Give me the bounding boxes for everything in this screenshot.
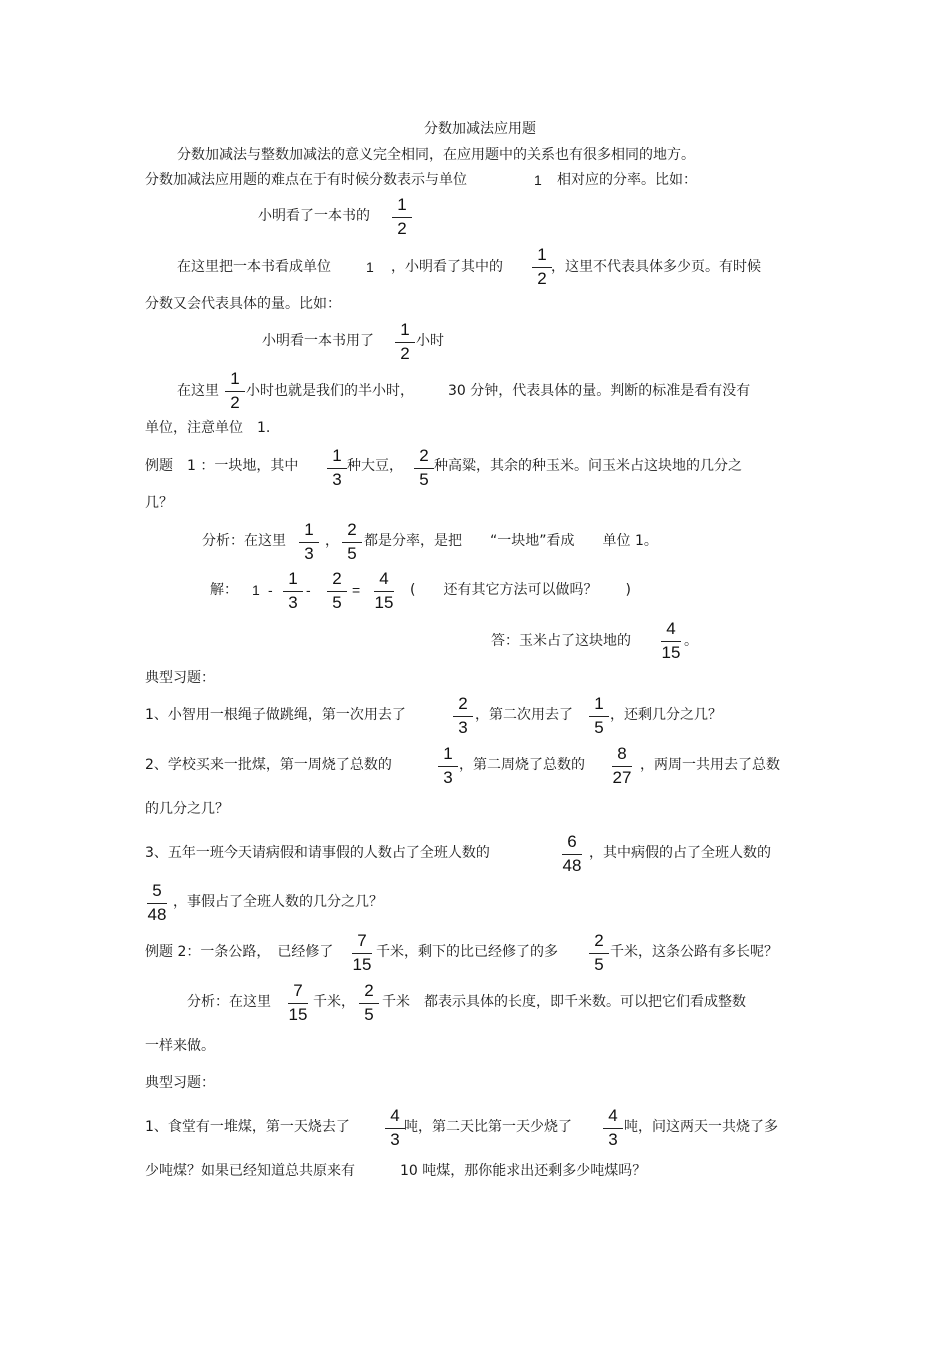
fraction bbox=[345, 931, 379, 975]
fraction-numerator: 1 bbox=[230, 369, 240, 388]
fraction-denominator: 3 bbox=[288, 593, 298, 612]
fraction-numerator: 7 bbox=[357, 931, 367, 950]
analysis-1-comma: ， bbox=[325, 533, 339, 549]
exercise-2-a: 2、学校买来一批煤，第一周烧了总数的 bbox=[145, 757, 392, 773]
fraction-bar bbox=[562, 854, 582, 855]
fraction-numerator: 1 bbox=[594, 694, 604, 713]
exercise-1-c: ，还剩几分之几？ bbox=[610, 707, 722, 723]
answer-end: 。 bbox=[684, 633, 698, 649]
fraction-numerator: 7 bbox=[293, 981, 303, 1000]
analysis-2-b: 千米， bbox=[313, 994, 355, 1010]
analysis-1-a: 分析：在这里 bbox=[202, 533, 286, 549]
analysis-1-b: 都是分率，是把 “一块地”看成 单位 1。 bbox=[364, 533, 658, 549]
explain-b-p2: 小时也就是我们的半小时， bbox=[246, 383, 414, 399]
fraction-numerator: 2 bbox=[364, 981, 374, 1000]
exercise-1-a: 1、小智用一根绳子做跳绳，第一次用去了 bbox=[145, 707, 406, 723]
intro-line-2a: 分数加减法应用题的难点在于有时候分数表示与单位 bbox=[145, 172, 467, 188]
fraction-numerator: 2 bbox=[347, 520, 357, 539]
exercise-2-1-line-2a: 少吨煤？如果已经知道总共原来有 bbox=[145, 1163, 355, 1179]
example-1-t2: 种高粱，其余的种玉米。问玉米占这块地的几分之 bbox=[434, 458, 742, 474]
solution-note: ( 还有其它方法可以做吗？ ) bbox=[410, 582, 631, 598]
fraction-bar bbox=[603, 1128, 623, 1129]
intro-line-2b: 1 bbox=[534, 172, 542, 188]
exercise-2-b: ，第二周烧了总数的 bbox=[459, 757, 585, 773]
example-1-line-2: 几？ bbox=[145, 495, 173, 511]
exercise-3-c: ，事假占了全班人数的几分之几？ bbox=[173, 894, 383, 910]
fraction-numerator: 2 bbox=[419, 446, 429, 465]
fraction-denominator: 3 bbox=[458, 718, 468, 737]
fraction-bar bbox=[414, 468, 434, 469]
fraction-denominator: 27 bbox=[612, 768, 632, 787]
fraction-bar bbox=[438, 766, 458, 767]
exercise-2-1-c: 吨，问这两天一共烧了多 bbox=[624, 1119, 778, 1135]
fraction-bar bbox=[589, 953, 609, 954]
intro-line-1: 分数加减法与整数加减法的意义完全相同，在应用题中的关系也有很多相同的地方。 bbox=[177, 147, 695, 163]
fraction-bar bbox=[288, 1003, 308, 1004]
fraction-numerator: 1 bbox=[443, 744, 453, 763]
fraction-denominator: 3 bbox=[390, 1130, 400, 1149]
fraction-bar bbox=[359, 1003, 379, 1004]
fraction bbox=[654, 619, 688, 663]
fraction-denominator: 15 bbox=[661, 643, 681, 662]
fraction-bar bbox=[661, 641, 681, 642]
fraction-denominator: 2 bbox=[397, 219, 407, 238]
fraction-bar bbox=[327, 468, 347, 469]
example-a-text: 小明看了一本书的 bbox=[258, 208, 370, 224]
solution-label: 解： bbox=[210, 582, 238, 598]
fraction-bar bbox=[299, 542, 319, 543]
fraction-denominator: 2 bbox=[537, 269, 547, 288]
fraction-numerator: 1 bbox=[332, 446, 342, 465]
fraction-denominator: 2 bbox=[400, 344, 410, 363]
explain-a-line-2: 分数又会代表具体的量。比如： bbox=[145, 296, 341, 312]
example-1-t1: 种大豆， bbox=[347, 458, 403, 474]
fraction-denominator: 15 bbox=[374, 593, 394, 612]
equals-sign: = bbox=[352, 582, 361, 598]
example-2-a: 例题 2：一条公路， 已经修了 bbox=[145, 944, 334, 960]
fraction-bar bbox=[395, 342, 415, 343]
typical-heading-1: 典型习题： bbox=[145, 670, 215, 686]
exercise-3-a: 3、五年一班今天请病假和请事假的人数占了全班人数的 bbox=[145, 845, 490, 861]
fraction-denominator: 3 bbox=[608, 1130, 618, 1149]
explain-b-p3: 30 分钟，代表具体的量。判断的标准是看有没有 bbox=[448, 383, 751, 399]
explain-a-p2: 1 bbox=[366, 259, 374, 275]
exercise-2-1-b: 吨，第二天比第一天少烧了 bbox=[404, 1119, 572, 1135]
fraction-denominator: 3 bbox=[443, 768, 453, 787]
explain-b-line-2: 单位，注意单位 1. bbox=[145, 420, 271, 436]
fraction-denominator: 5 bbox=[332, 593, 342, 612]
example-1-label: 例题 1 ：一块地，其中 bbox=[145, 458, 299, 474]
fraction-numerator: 6 bbox=[567, 832, 577, 851]
fraction-bar bbox=[374, 591, 394, 592]
fraction-numerator: 4 bbox=[608, 1106, 618, 1125]
explain-b-p1: 在这里 bbox=[177, 383, 219, 399]
fraction-bar bbox=[532, 267, 552, 268]
fraction-bar bbox=[327, 591, 347, 592]
fraction-numerator: 5 bbox=[152, 881, 162, 900]
explain-a-p1: 在这里把一本书看成单位 bbox=[177, 259, 331, 275]
fraction-denominator: 15 bbox=[288, 1005, 308, 1024]
fraction bbox=[281, 981, 315, 1025]
fraction bbox=[292, 520, 326, 564]
fraction-numerator: 4 bbox=[379, 569, 389, 588]
fraction-numerator: 4 bbox=[390, 1106, 400, 1125]
example-2-b: 千米，剩下的比已经修了的多 bbox=[376, 944, 558, 960]
explain-a-p3: ，小明看了其中的 bbox=[391, 259, 503, 275]
fraction-bar bbox=[342, 542, 362, 543]
fraction-numerator: 2 bbox=[332, 569, 342, 588]
fraction-numerator: 1 bbox=[400, 320, 410, 339]
fraction-numerator: 2 bbox=[458, 694, 468, 713]
fraction-denominator: 5 bbox=[594, 718, 604, 737]
fraction bbox=[555, 832, 589, 876]
page-title: 分数加减法应用题 bbox=[424, 121, 536, 137]
analysis-2-a: 分析：在这里 bbox=[187, 994, 271, 1010]
minus-sign: - bbox=[268, 582, 273, 598]
fraction-bar bbox=[147, 903, 167, 904]
fraction-numerator: 1 bbox=[288, 569, 298, 588]
analysis-2-line-2: 一样来做。 bbox=[145, 1038, 215, 1054]
fraction-numerator: 8 bbox=[617, 744, 627, 763]
example-b-text: 小明看一本书用了 bbox=[262, 333, 374, 349]
exercise-2-line-2: 的几分之几？ bbox=[145, 801, 229, 817]
answer-text: 答：玉米占了这块地的 bbox=[491, 633, 631, 649]
exercise-2-1-line-2b: 10 吨煤，那你能求出还剩多少吨煤吗？ bbox=[400, 1163, 647, 1179]
analysis-2-c: 千米 都表示具体的长度，即千米数。可以把它们看成整数 bbox=[382, 994, 746, 1010]
fraction-denominator: 5 bbox=[347, 544, 357, 563]
fraction-numerator: 2 bbox=[594, 931, 604, 950]
fraction bbox=[367, 569, 401, 613]
fraction bbox=[320, 569, 354, 613]
fraction-bar bbox=[352, 953, 372, 954]
fraction-denominator: 48 bbox=[147, 905, 167, 924]
fraction bbox=[352, 981, 386, 1025]
fraction-bar bbox=[612, 766, 632, 767]
fraction bbox=[385, 195, 419, 239]
fraction-bar bbox=[392, 217, 412, 218]
example-b-unit: 小时 bbox=[416, 333, 444, 349]
fraction-numerator: 1 bbox=[397, 195, 407, 214]
fraction-bar bbox=[589, 716, 609, 717]
fraction bbox=[276, 569, 310, 613]
fraction-bar bbox=[283, 591, 303, 592]
fraction-denominator: 3 bbox=[304, 544, 314, 563]
fraction-denominator: 5 bbox=[594, 955, 604, 974]
exercise-3-b: ，其中病假的占了全班人数的 bbox=[589, 845, 771, 861]
fraction bbox=[605, 744, 639, 788]
exercise-1-b: ，第二次用去了 bbox=[475, 707, 573, 723]
fraction-numerator: 1 bbox=[537, 245, 547, 264]
fraction-bar bbox=[453, 716, 473, 717]
explain-a-p4: ，这里不代表具体多少页。有时候 bbox=[551, 259, 761, 275]
typical-heading-2: 典型习题： bbox=[145, 1075, 215, 1091]
fraction-numerator: 4 bbox=[666, 619, 676, 638]
fraction-denominator: 3 bbox=[332, 470, 342, 489]
fraction bbox=[140, 881, 174, 925]
fraction-denominator: 5 bbox=[419, 470, 429, 489]
minus-sign: - bbox=[306, 582, 311, 598]
fraction-denominator: 15 bbox=[352, 955, 372, 974]
example-2-c: 千米，这条公路有多长呢？ bbox=[610, 944, 778, 960]
fraction-denominator: 5 bbox=[364, 1005, 374, 1024]
fraction-numerator: 1 bbox=[304, 520, 314, 539]
fraction-bar bbox=[225, 391, 245, 392]
solution-one: 1 bbox=[252, 582, 260, 598]
intro-line-2c: 相对应的分率。比如： bbox=[557, 172, 697, 188]
fraction-denominator: 2 bbox=[230, 393, 240, 412]
fraction-bar bbox=[385, 1128, 405, 1129]
fraction-denominator: 48 bbox=[562, 856, 582, 875]
exercise-2-c: ，两周一共用去了总数 bbox=[640, 757, 780, 773]
exercise-2-1-a: 1、食堂有一堆煤，第一天烧去了 bbox=[145, 1119, 350, 1135]
